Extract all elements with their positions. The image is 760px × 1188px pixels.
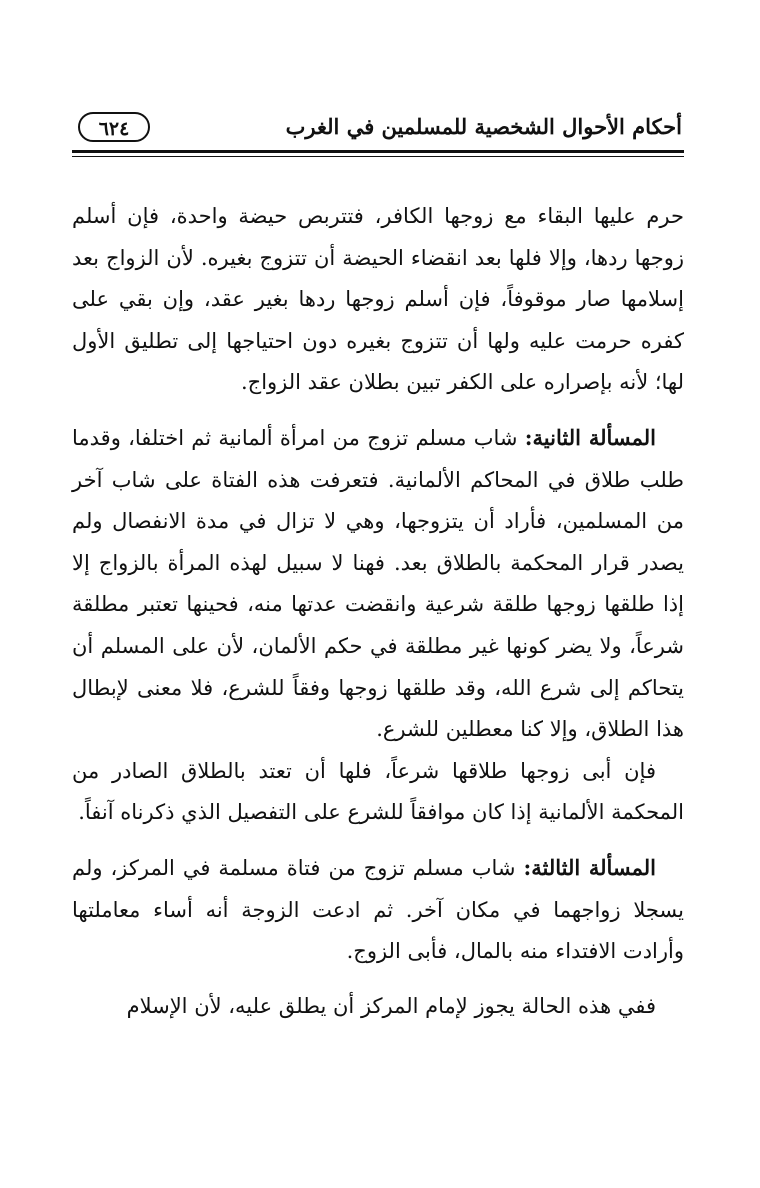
paragraph-2-text: شاب مسلم تزوج من امرأة ألمانية ثم اختلفا، وقدما طلب طلاق في المحاكم الألمانية. فتعرفت هذه الفتاة على شاب آخر من المسلمين، فأراد أن يتزوجها، وهي لا تزال في مدة الانفصال ولم يصدر قرار المحكمة بالطلاق بعد. فهنا لا سبيل لهذه المرأة بالزواج إلا إذا طلقها زوجها طلقة شرعية وانقضت عدتها منه، فحينها تعتبر مطلقة شرعاً، ولا يضر كونها غير مطلقة في حكم الألمان، لأن على المسلم أن يتحاكم إلى شرع الله، وقد طلقها زوجها وفقاً للشرع، فلا معنى لإبطال هذا الطلاق، وإلا كنا معطلين للشرع. <box>72 425 684 742</box>
page-number-badge: ٦٢٤ <box>78 112 150 142</box>
page-header <box>72 100 682 150</box>
body-text <box>72 196 684 1027</box>
header-rule-thick <box>72 150 684 153</box>
paragraph-3-text: فإن أبى زوجها طلاقها شرعاً، فلها أن تعتد بالطلاق الصادر من المحكمة الألمانية إذا كان موافقاً للشرع على التفصيل الذي ذكرناه آنفاً. <box>72 758 684 825</box>
paragraph-4 <box>72 847 684 973</box>
paragraph-1 <box>72 196 684 404</box>
paragraph-5 <box>72 986 684 1028</box>
question-three-heading: المسألة الثالثة: <box>523 854 656 880</box>
paragraph-5-text: ففي هذه الحالة يجوز لإمام المركز أن يطلق عليه، لأن الإسلام <box>126 993 656 1018</box>
header-rule-thin <box>72 156 684 157</box>
paragraph-4-text: شاب مسلم تزوج من فتاة مسلمة في المركز، ولم يسجلا زواجهما في مكان آخر. ثم ادعت الزوجة أنه أساء معاملتها وأرادت الافتداء منه بالمال، فأبى الزوج. <box>72 855 684 964</box>
paragraph-3 <box>72 751 684 834</box>
paragraph-1-text: حرم عليها البقاء مع زوجها الكافر، فتتربص حيضة واحدة، فإن أسلم زوجها ردها، وإلا فلها بعد انقضاء الحيضة أن تتزوج بغيره. لأن الزواج بعد إسلامها صار موقوفاً، فإن أسلم زوجها ردها بغير عقد، وإن بقي على كفره حرمت عليه ولها أن تتزوج بغيره دون احتياجها إلى تطليق الأول لها؛ لأنه بإصراره على الكفر تبين بطلان عقد الزواج. <box>72 204 684 395</box>
paragraph-2 <box>72 417 684 751</box>
running-title: أحكام الأحوال الشخصية للمسلمين في الغرب <box>285 114 682 139</box>
question-two-heading: المسألة الثانية: <box>524 424 656 450</box>
